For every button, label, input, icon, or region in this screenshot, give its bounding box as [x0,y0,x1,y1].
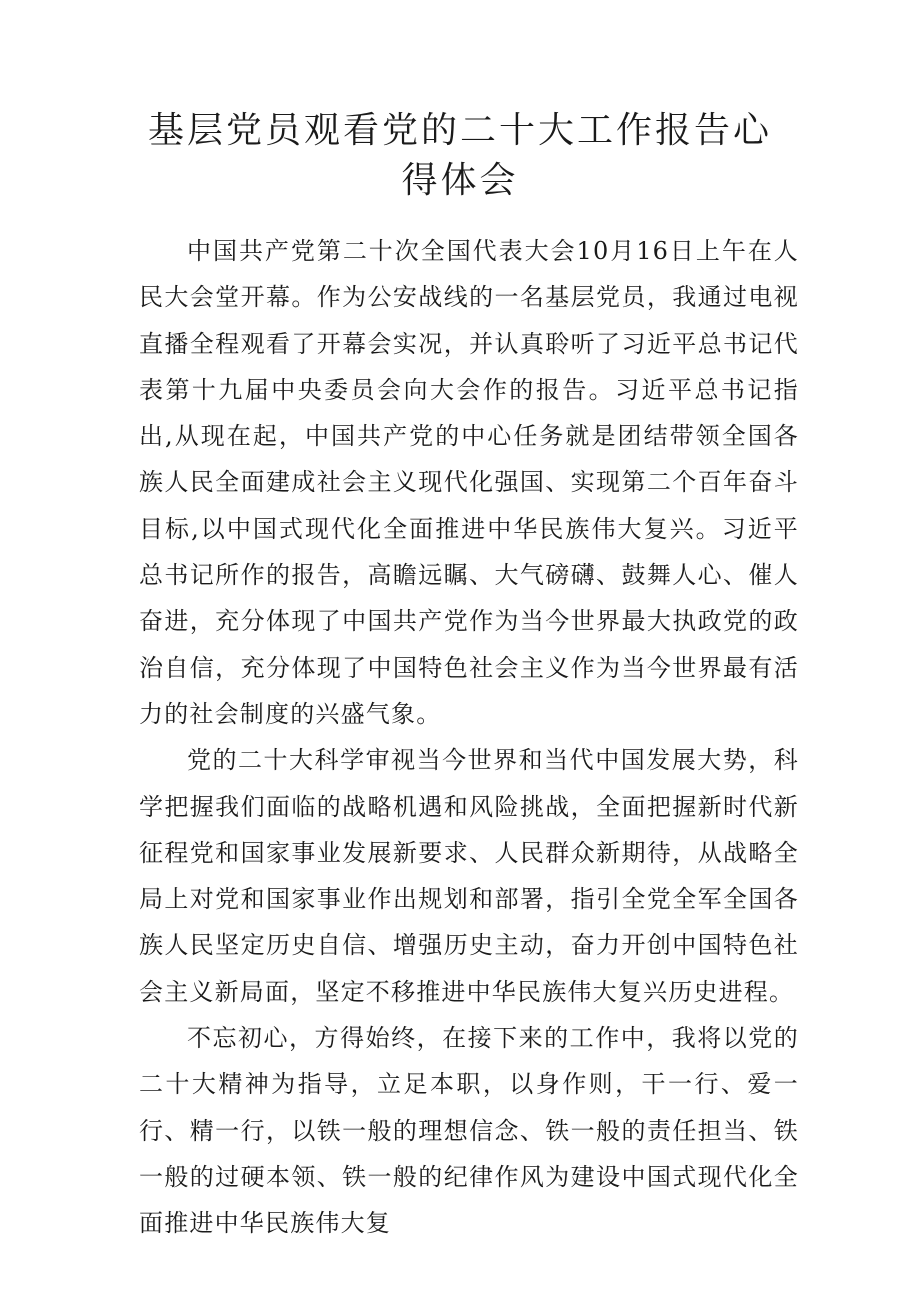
document-title: 基层党员观看党的二十大工作报告心得体会 [147,110,772,201]
paragraph-2: 党的二十大科学审视当今世界和当代中国发展大势，科学把握我们面临的战略机遇和风险挑战，全面把握新时代新征程党和国家事业发展新要求、人民群众新期待，从战略全局上对党和国家事业作出规划和部署，指引全党全军全国各族人民坚定历史自信、增强历史主动，奋力开创中国特色社会主义新局面，坚定不移推进中华民族伟大复兴历史进程。 [139,746,799,1006]
document-body [139,228,799,1247]
paragraph-1: 中国共产党第二十次全国代表大会10月16日上午在人民大会堂开幕。作为公安战线的一名基层党员，我通过电视直播全程观看了开幕会实况，并认真聆听了习近平总书记代表第十九届中央委员会向大会作的报告。习近平总书记指出,从现在起，中国共产党的中心任务就是团结带领全国各族人民全面建成社会主义现代化强国、实现第二个百年奋斗目标,以中国式现代化全面推进中华民族伟大复兴。习近平总书记所作的报告，高瞻远瞩、大气磅礴、鼓舞人心、催人奋进，充分体现了中国共产党作为当今世界最大执政党的政治自信，充分体现了中国特色社会主义作为当今世界最有活力的社会制度的兴盛气象。 [139,237,799,728]
paragraph-3: 不忘初心，方得始终，在接下来的工作中，我将以党的二十大精神为指导，立足本职，以身作则，干一行、爱一行、精一行，以铁一般的理想信念、铁一般的责任担当、铁一般的过硬本领、铁一般的纪律作风为建设中国式现代化全面推进中华民族伟大复 [139,1024,799,1238]
